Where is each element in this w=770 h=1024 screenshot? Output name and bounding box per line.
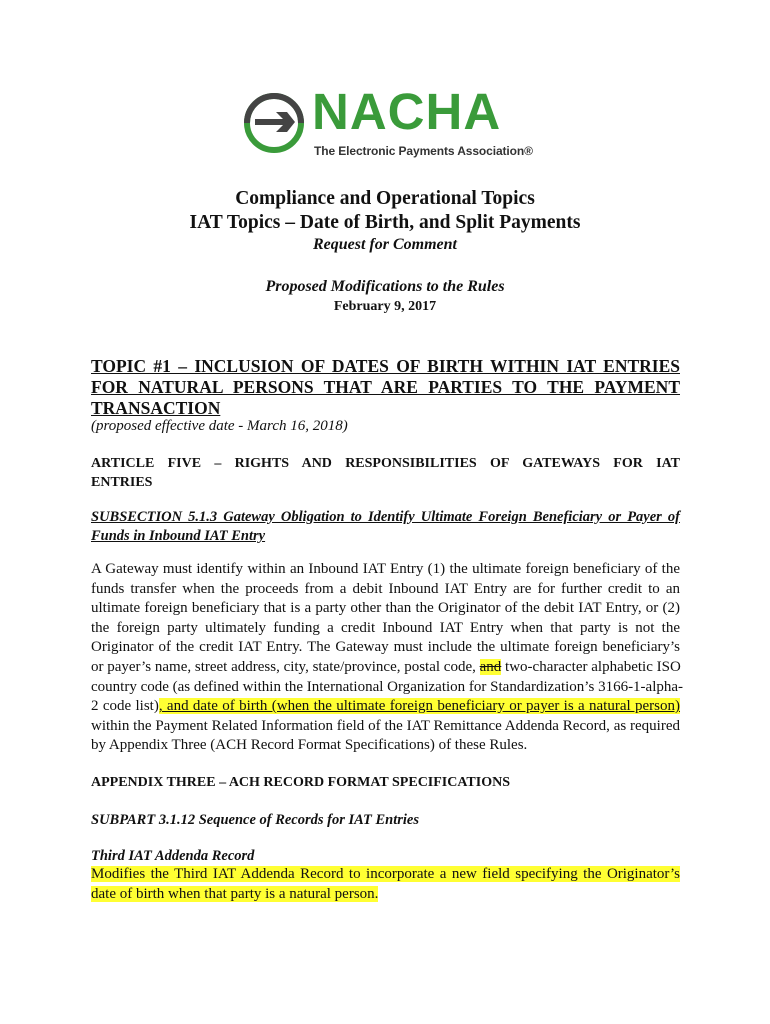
topic-line: FOR NATURAL PERSONS THAT ARE PARTIES TO THE PAYMENT: [91, 377, 680, 397]
deleted-text: and: [479, 658, 502, 675]
logo-tagline: The Electronic Payments Association®: [314, 144, 533, 158]
paragraph-line: ultimate foreign beneficiary that is a party other than the Originator of the debit IAT Entry, or (2): [91, 600, 680, 617]
article-heading: [91, 454, 680, 492]
inserted-text: , and date of birth (when the ultimate foreign beneficiary or payer is a natural person): [158, 698, 680, 715]
paragraph-line: [91, 658, 680, 678]
inserted-text: Modifies the Third IAT Addenda Record to incorporate a new field specifying the Originator’s: [91, 866, 680, 882]
nacha-logo: [243, 83, 533, 164]
nacha-logo-icon: [243, 92, 305, 154]
record-line: [91, 885, 680, 905]
proposed-modifications: Proposed Modifications to the Rules: [265, 278, 505, 295]
document-date: February 9, 2017: [333, 299, 437, 314]
record-description: [91, 865, 680, 904]
text-run: two-character alphabetic ISO: [501, 658, 681, 675]
record-line: [91, 865, 680, 885]
subsection-heading: [91, 508, 680, 546]
text-run: or payer’s name, street address, city, state/province, postal code,: [91, 658, 480, 675]
title-line-2: IAT Topics – Date of Birth, and Split Payments: [189, 212, 581, 233]
title-line-1: Compliance and Operational Topics: [235, 188, 535, 209]
paragraph-line: by Appendix Three (ACH Record Format Specifications) of these Rules.: [91, 737, 528, 754]
record-title: Third IAT Addenda Record: [91, 848, 255, 864]
inserted-text: date of birth when that party is a natural person.: [91, 885, 379, 902]
paragraph-line: Originator of the credit IAT Entry. The Gateway must include the ultimate foreign beneficiary’s: [91, 639, 680, 656]
effective-date: (proposed effective date - March 16, 2018): [91, 418, 348, 434]
paragraph-line: A Gateway must identify within an Inbound IAT Entry (1) the ultimate foreign beneficiary of the: [91, 561, 680, 577]
topic-heading: [91, 356, 680, 419]
appendix-heading: APPENDIX THREE – ACH RECORD FORMAT SPECIFICATIONS: [91, 775, 511, 790]
subsection-line: SUBSECTION 5.1.3 Gateway Obligation to Identify Ultimate Foreign Beneficiary or Payer of: [91, 509, 680, 525]
rule-paragraph: [91, 560, 684, 756]
subsection-line: Funds in Inbound IAT Entry: [91, 528, 266, 544]
article-line: ENTRIES: [91, 475, 153, 490]
subpart-heading: SUBPART 3.1.12 Sequence of Records for IAT Entries: [91, 812, 420, 828]
request-for-comment: Request for Comment: [312, 236, 457, 253]
text-run: 2 code list): [91, 698, 159, 715]
article-line: ARTICLE FIVE – RIGHTS AND RESPONSIBILITIES OF GATEWAYS FOR IAT: [91, 456, 680, 471]
paragraph-line: funds transfer when the proceeds from a debit Inbound IAT Entry are for further credit to an: [91, 580, 680, 597]
paragraph-line: country code (as defined within the International Organization for Standardization’s 3166-1-alpha-: [91, 678, 684, 695]
paragraph-line: [91, 697, 680, 717]
logo-wordmark: NACHA: [312, 83, 502, 140]
paragraph-line: the foreign party ultimately funding a credit Inbound IAT Entry when that party is not the: [91, 619, 680, 636]
topic-line: TRANSACTION: [91, 398, 221, 418]
topic-line: TOPIC #1 – INCLUSION OF DATES OF BIRTH WITHIN IAT ENTRIES: [91, 356, 680, 376]
paragraph-line: within the Payment Related Information field of the IAT Remittance Addenda Record, as required: [91, 717, 680, 734]
